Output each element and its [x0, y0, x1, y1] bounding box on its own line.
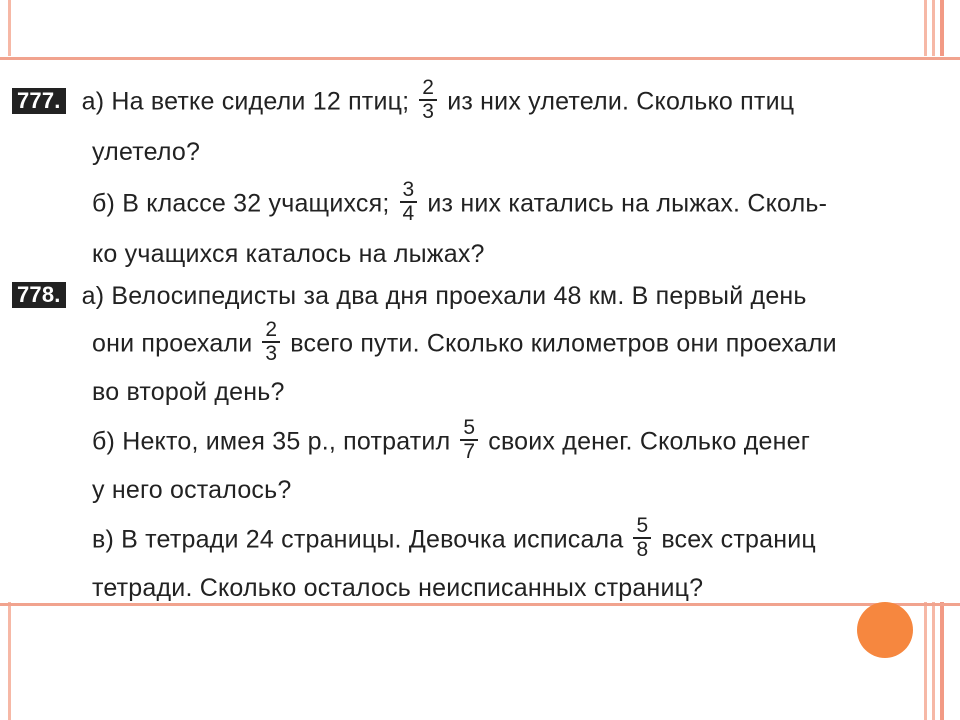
- right-decorative-stripes: [920, 0, 960, 720]
- fraction-denominator: 3: [265, 342, 278, 365]
- problem-778a-text: а) Велосипедисты за два дня проехали 48 км. В первый день: [81, 282, 807, 310]
- problem-778a-text-end: всего пути. Сколько километров они проехали: [290, 329, 837, 358]
- problem-777b-continuation: ко учащихся каталось на лыжах?: [92, 240, 485, 268]
- problem-777b-text-end: из них катались на лыжах. Сколь-: [427, 189, 828, 218]
- stripe: [940, 0, 944, 56]
- fraction-five-sevenths: [460, 417, 478, 463]
- fraction-denominator: 3: [422, 100, 435, 123]
- stripe: [924, 602, 927, 720]
- stripe: [8, 602, 11, 720]
- problem-777-line-4: [92, 234, 485, 274]
- problem-777b-text-start: б) В классе 32 учащихся;: [92, 189, 390, 218]
- fraction-denominator: 7: [463, 440, 476, 463]
- problem-778-line-7: [92, 568, 703, 608]
- problem-777a-text-start: а) На ветке сидели 12 птиц;: [81, 87, 410, 116]
- orange-circle-decoration: [857, 602, 913, 658]
- stripe: [932, 0, 935, 56]
- fraction-two-thirds: [419, 77, 437, 123]
- problem-777-line-2: [92, 132, 200, 172]
- fraction-denominator: 4: [402, 202, 415, 225]
- fraction-numerator: 2: [262, 319, 280, 343]
- problem-777-line-1: [12, 76, 795, 123]
- problem-778-line-5: [92, 470, 291, 510]
- problem-777a-continuation: улетело?: [92, 138, 201, 166]
- fraction-three-quarters: [400, 179, 418, 225]
- problem-778-line-2: [92, 318, 837, 365]
- fraction-numerator: 3: [400, 179, 418, 203]
- stripe: [932, 602, 935, 720]
- problem-778-line-1: [12, 276, 807, 316]
- fraction-numerator: 5: [460, 417, 478, 441]
- problem-778a-continuation: во второй день?: [92, 378, 285, 406]
- problem-777a-text-end: из них улетели. Сколько птиц: [447, 87, 795, 116]
- problem-number-777: 777.: [12, 88, 66, 114]
- problem-778-line-3: [92, 372, 285, 412]
- problem-778c-continuation: тетради. Сколько осталось неисписанных страниц?: [92, 574, 704, 602]
- problem-778b-text-start: б) Некто, имея 35 р., потратил: [92, 427, 451, 456]
- problem-778-line-6: [92, 514, 816, 561]
- problem-number-778: 778.: [12, 282, 66, 308]
- stripe: [940, 602, 944, 720]
- problem-778c-text-start: в) В тетради 24 страницы. Девочка исписала: [92, 525, 624, 554]
- top-divider: [0, 57, 960, 60]
- fraction-two-thirds: [262, 319, 280, 365]
- problem-778-line-4: [92, 416, 811, 463]
- fraction-numerator: 2: [419, 77, 437, 101]
- fraction-five-eighths: [633, 515, 651, 561]
- problem-778a-text-start: они проехали: [92, 329, 253, 358]
- stripe: [924, 0, 927, 56]
- fraction-numerator: 5: [633, 515, 651, 539]
- problem-778b-continuation: у него осталось?: [92, 476, 292, 504]
- problem-778b-text-end: своих денег. Сколько денег: [488, 427, 811, 456]
- fraction-denominator: 8: [636, 538, 649, 561]
- problem-777-line-3: [92, 178, 828, 225]
- stripe: [8, 0, 11, 56]
- problem-778c-text-end: всех страниц: [661, 525, 816, 554]
